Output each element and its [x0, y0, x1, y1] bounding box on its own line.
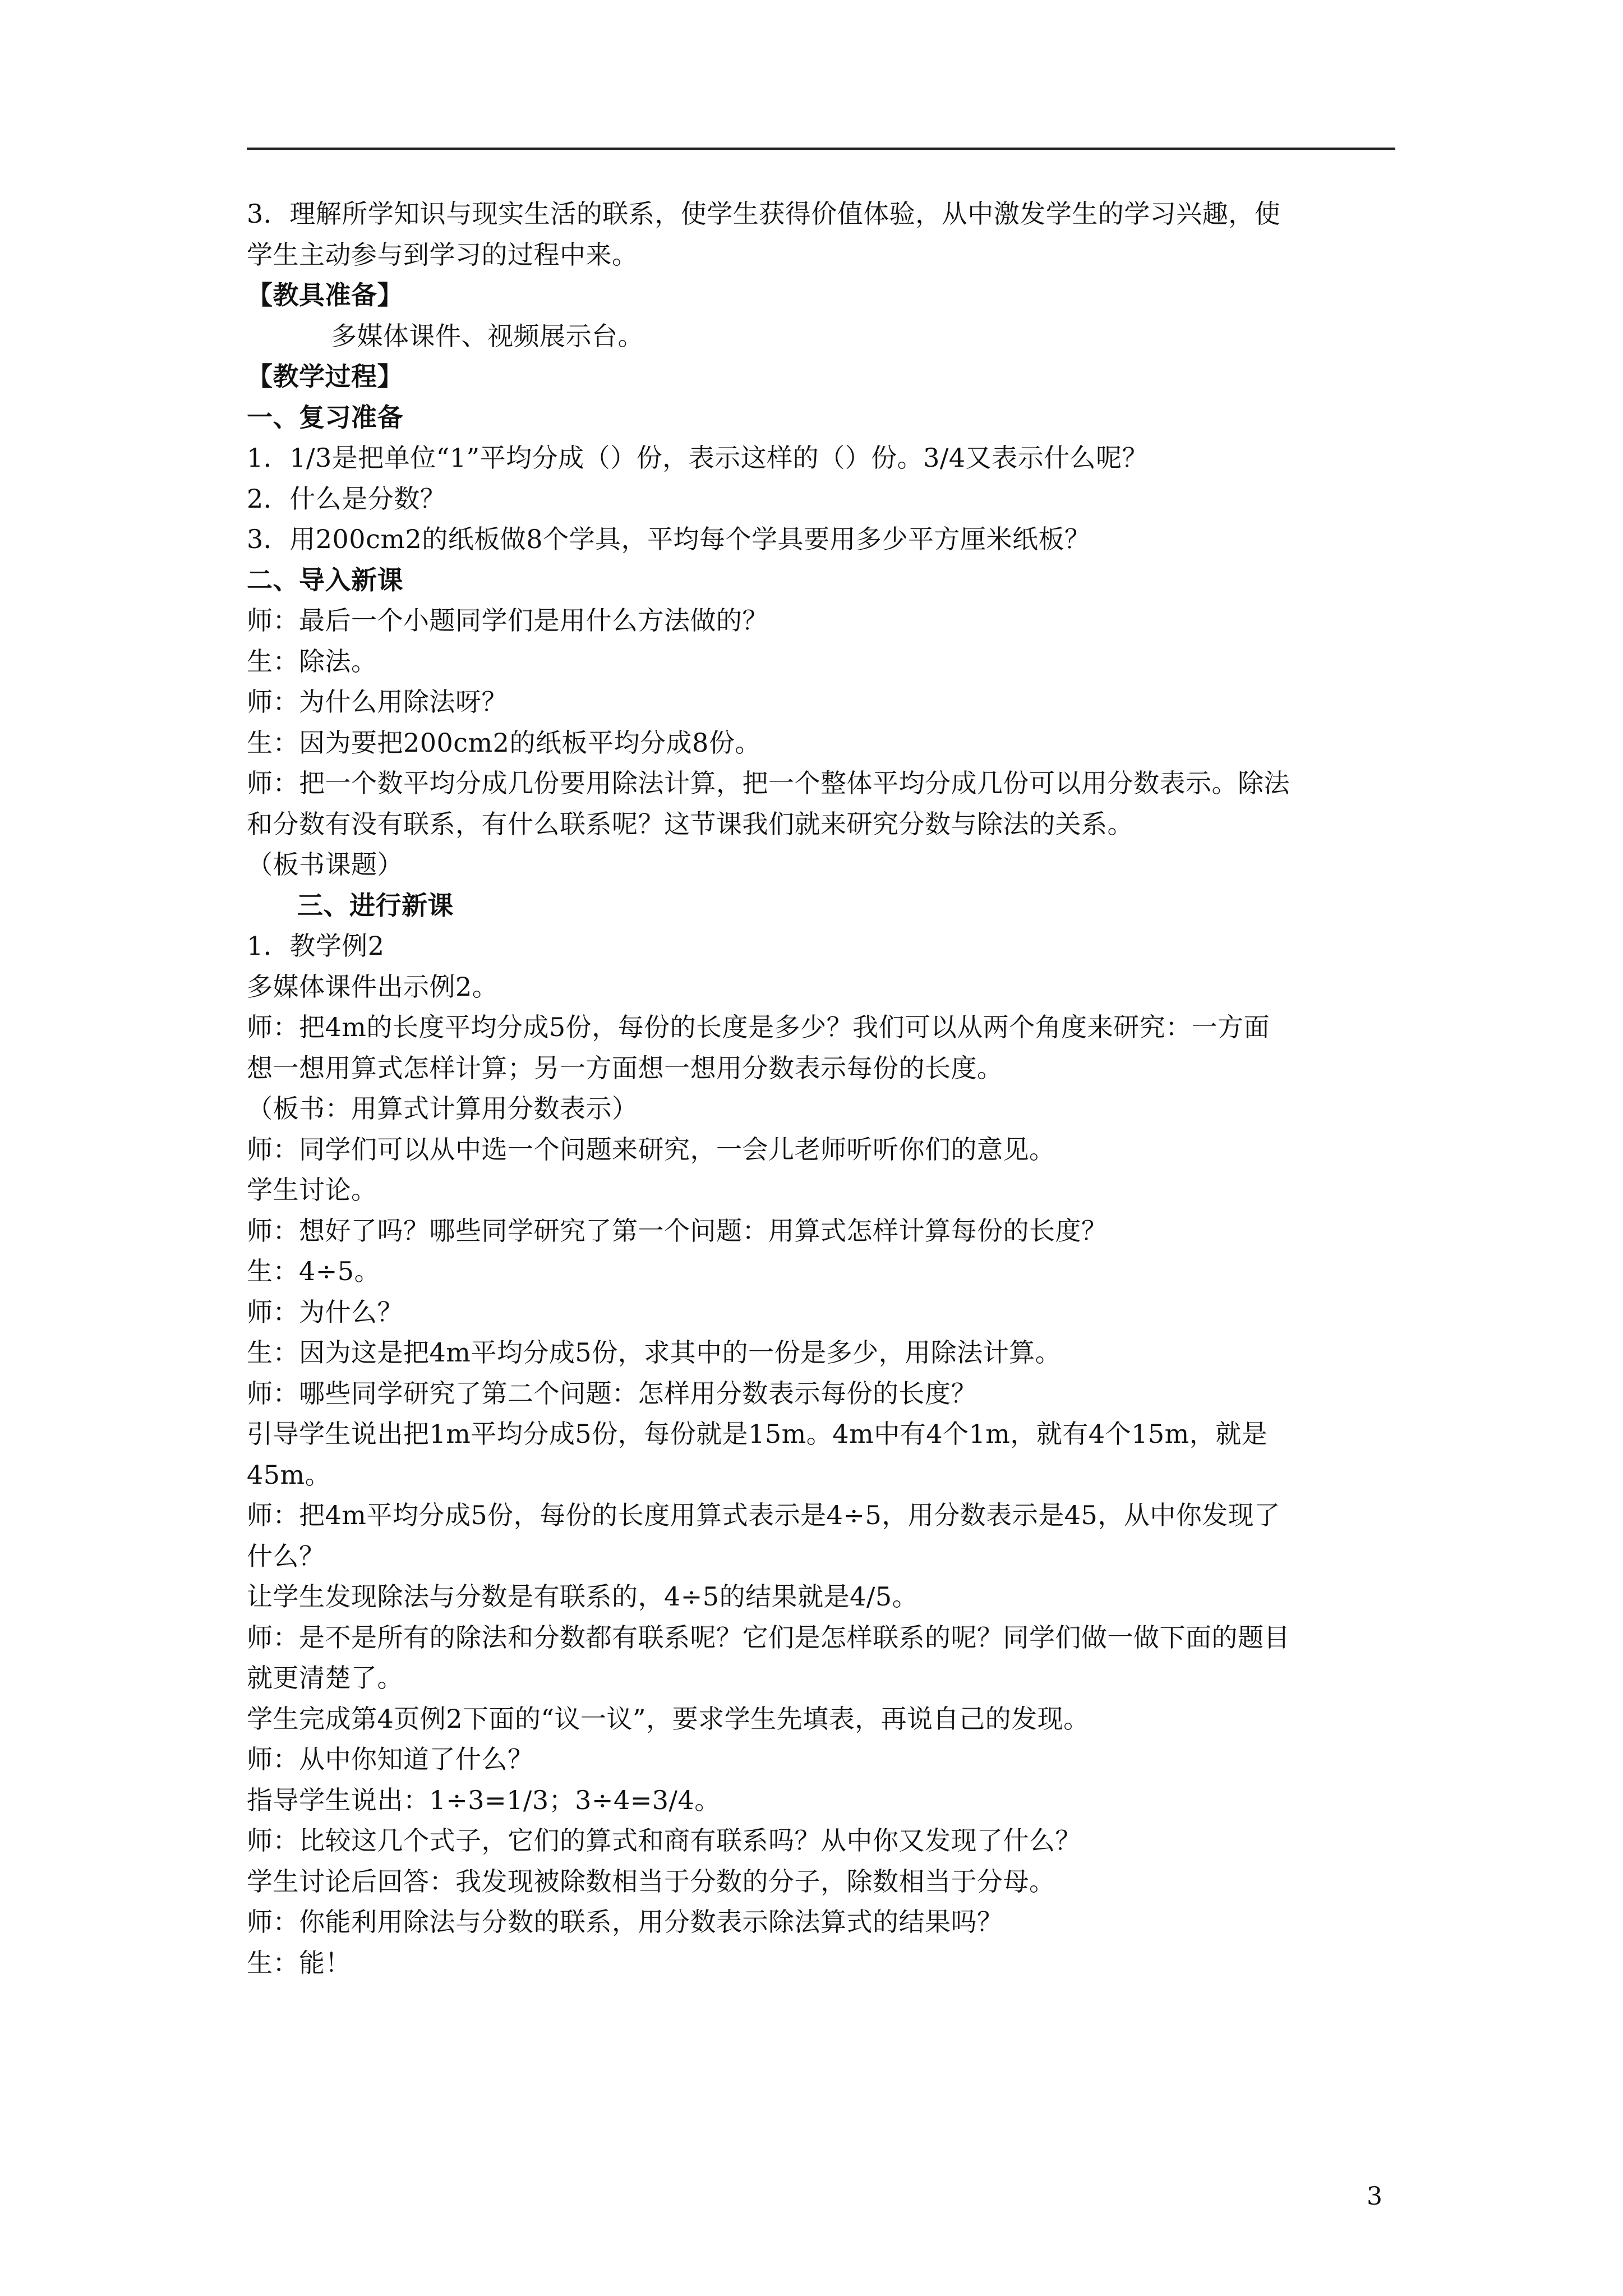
text-line: 师：最后一个小题同学们是用什么方法做的？ [247, 605, 768, 636]
text-line: 生：除法。 [247, 646, 377, 677]
text-line: 师：把4m的长度平均分成5份，每份的长度是多少？我们可以从两个角度来研究：一方面 [247, 1012, 1270, 1042]
text-line: 生：因为这是把4m平均分成5份，求其中的一份是多少，用除法计算。 [247, 1337, 1062, 1368]
text-line: 45m。 [247, 1459, 331, 1490]
text-line: 师：从中你知道了什么？ [247, 1744, 534, 1774]
text-line: 3．用200cm2的纸板做8个学具，平均每个学具要用多少平方厘米纸板？ [247, 524, 1091, 554]
text-line: 指导学生说出：1÷3=1/3；3÷4=3/4。 [247, 1784, 721, 1815]
text-line: 想一想用算式怎样计算；另一方面想一想用分数表示每份的长度。 [247, 1052, 1003, 1083]
text-line: 多媒体课件出示例2。 [247, 971, 499, 1002]
section-heading: 【教学过程】 [247, 361, 403, 392]
text-line: 什么？ [247, 1540, 325, 1571]
section-heading: 三、进行新课 [297, 890, 454, 921]
text-line: 学生完成第4页例2下面的“议一议”，要求学生先填表，再说自己的发现。 [247, 1703, 1090, 1734]
text-line: 师：把一个数平均分成几份要用除法计算，把一个整体平均分成几份可以用分数表示。除法 [247, 768, 1290, 798]
text-line: 师：你能利用除法与分数的联系，用分数表示除法算式的结果吗？ [247, 1907, 1003, 1937]
text-line: 生：能！ [247, 1947, 351, 1978]
text-line: 学生主动参与到学习的过程中来。 [247, 239, 638, 270]
text-line: 多媒体课件、视频展示台。 [331, 320, 644, 351]
page-number: 3 [1367, 2182, 1382, 2211]
text-line: 师：是不是所有的除法和分数都有联系呢？它们是怎样联系的呢？同学们做一做下面的题目 [247, 1622, 1290, 1653]
text-line: 师：把4m平均分成5份，每份的长度用算式表示是4÷5，用分数表示是45，从中你发现了 [247, 1500, 1280, 1530]
text-line: 1．教学例2 [247, 931, 385, 961]
text-line: 师：想好了吗？哪些同学研究了第一个问题：用算式怎样计算每份的长度？ [247, 1215, 1108, 1246]
section-heading: 二、导入新课 [247, 564, 403, 595]
text-line: 让学生发现除法与分数是有联系的，4÷5的结果就是4/5。 [247, 1581, 919, 1612]
text-line: 师：为什么？ [247, 1296, 403, 1327]
text-line: 师：为什么用除法呀？ [247, 687, 508, 717]
text-line: 生：因为要把200cm2的纸板平均分成8份。 [247, 727, 761, 758]
text-line: 师：哪些同学研究了第二个问题：怎样用分数表示每份的长度？ [247, 1378, 977, 1409]
header-rule [247, 148, 1395, 150]
section-heading: 一、复习准备 [247, 402, 403, 432]
text-line: 3．理解所学知识与现实生活的联系，使学生获得价值体验，从中激发学生的学习兴趣，使 [247, 199, 1281, 229]
section-heading: 【教具准备】 [247, 280, 403, 310]
text-line: （板书：用算式计算用分数表示） [247, 1093, 638, 1124]
text-line: 1．1/3是把单位“1”平均分成（）份，表示这样的（）份。3/4又表示什么呢？ [247, 443, 1149, 473]
text-line: 生：4÷5。 [247, 1256, 381, 1286]
text-line: 引导学生说出把1m平均分成5份，每份就是15m。4m中有4个1m，就有4个15m，就是 [247, 1419, 1268, 1449]
text-line: 师：同学们可以从中选一个问题来研究，一会儿老师听听你们的意见。 [247, 1134, 1055, 1165]
text-line: 学生讨论后回答：我发现被除数相当于分数的分子，除数相当于分母。 [247, 1866, 1055, 1897]
document-body [247, 194, 1395, 1983]
text-line: 2．什么是分数？ [247, 483, 446, 514]
text-line: 就更清楚了。 [247, 1663, 403, 1693]
text-line: （板书课题） [247, 849, 403, 880]
text-line: 学生讨论。 [247, 1175, 377, 1205]
text-line: 和分数有没有联系，有什么联系呢？这节课我们就来研究分数与除法的关系。 [247, 808, 1133, 839]
text-line: 师：比较这几个式子，它们的算式和商有联系吗？从中你又发现了什么？ [247, 1825, 1081, 1856]
